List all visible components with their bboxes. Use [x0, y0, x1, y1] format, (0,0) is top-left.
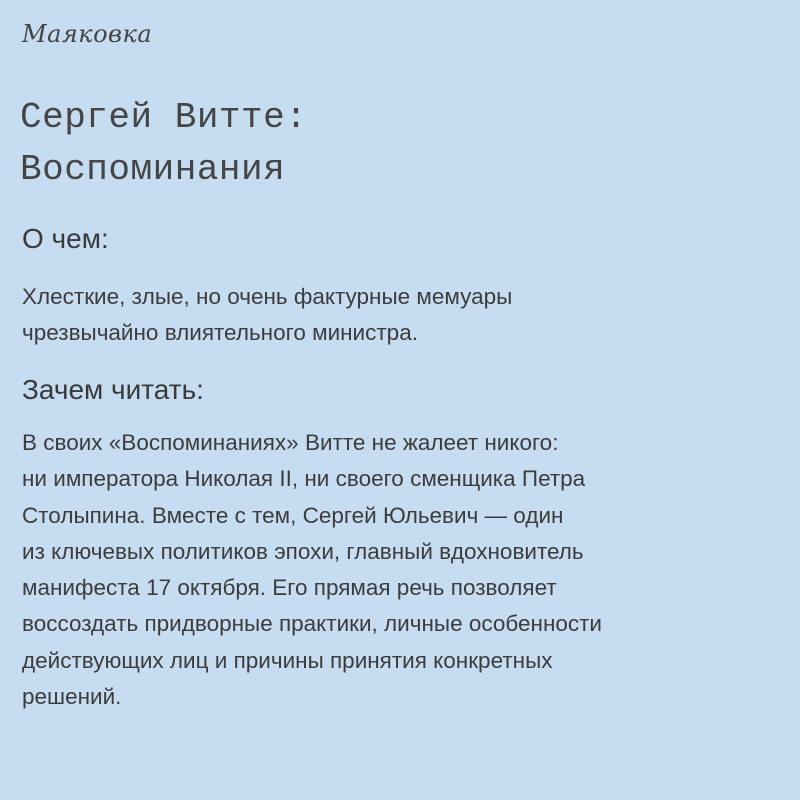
why-line: действующих лиц и причины принятия конкретных — [22, 647, 553, 673]
why-line: из ключевых политиков эпохи, главный вдохновитель — [22, 538, 584, 564]
about-paragraph — [22, 279, 512, 352]
why-read-paragraph — [22, 425, 602, 715]
book-title-line: Воспоминания — [20, 149, 286, 190]
why-line: манифеста 17 октября. Его прямая речь позволяет — [22, 575, 557, 601]
why-read-heading: Зачем читать: — [22, 374, 204, 405]
about-line: Хлесткие, злые, но очень фактурные мемуары — [22, 284, 513, 309]
book-title-line: Сергей Витте: — [20, 97, 308, 138]
about-heading: О чем: — [22, 223, 109, 254]
brand-logo: Маяковка — [22, 20, 153, 48]
book-title — [20, 92, 307, 196]
why-line: решений. — [22, 684, 122, 710]
about-line: чрезвычайно влиятельного министра. — [22, 320, 418, 346]
why-line: Столыпина. Вместе с тем, Сергей Юльевич — один — [22, 502, 564, 528]
why-line: воссоздать придворные практики, личные особенности — [22, 611, 603, 637]
why-line: В своих «Воспоминаниях» Витте не жалеет никого: — [22, 430, 559, 455]
why-line: ни императора Николая II, ни своего сменщика Петра — [22, 466, 586, 492]
